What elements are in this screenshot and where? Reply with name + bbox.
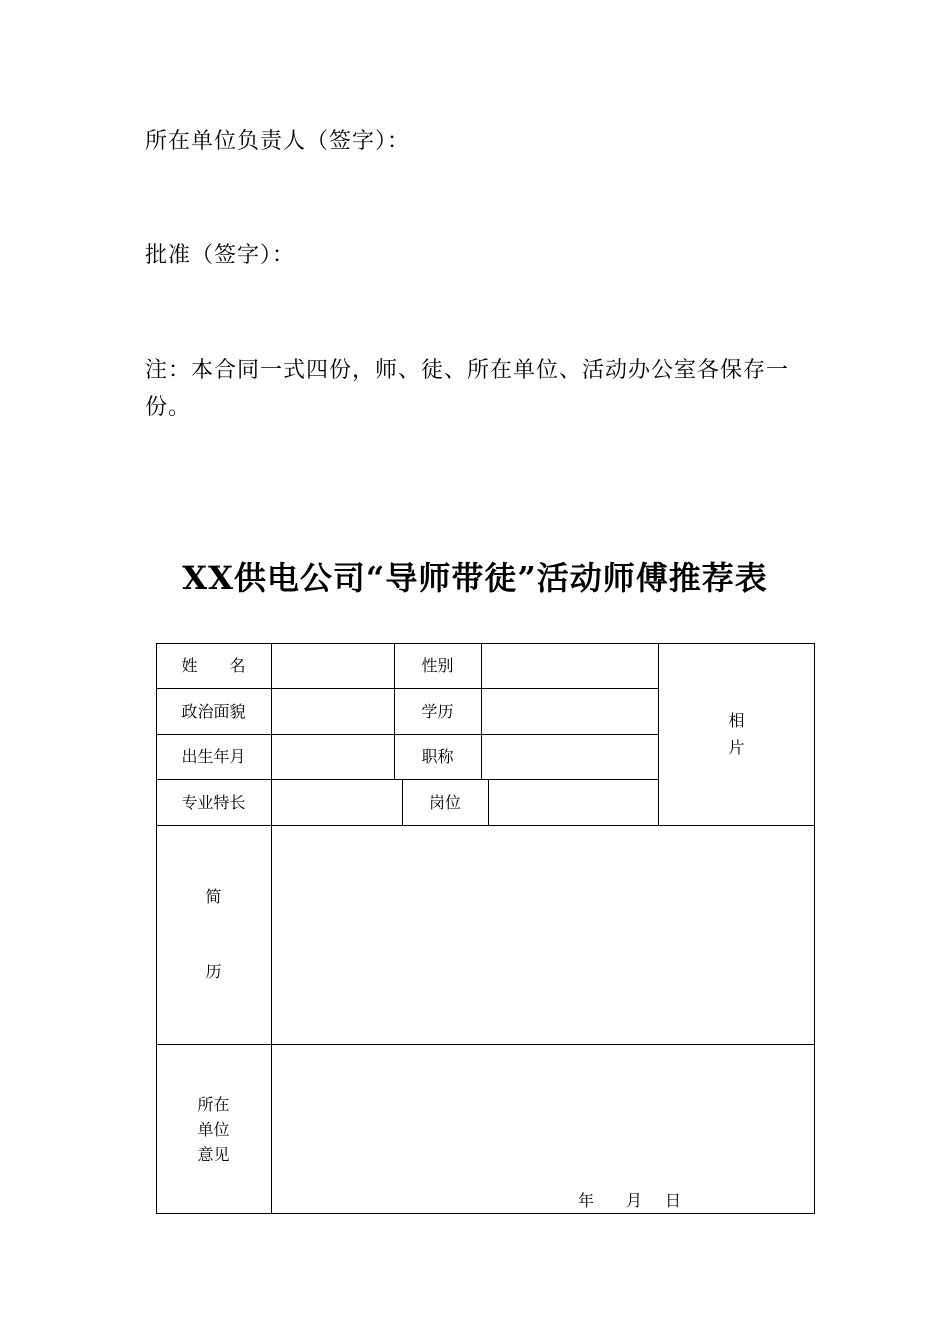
note-line-2: 份。 (145, 395, 192, 420)
photo-label-2: 片 (728, 738, 745, 757)
professional-title-label: 职称 (421, 747, 454, 766)
specialty-label: 专业特长 (181, 793, 246, 812)
education-label: 学历 (421, 702, 454, 721)
birth-date-label: 出生年月 (181, 747, 246, 766)
opinion-label-1: 所在 (197, 1095, 230, 1114)
row-divider (156, 779, 659, 780)
position-label: 岗位 (428, 793, 461, 812)
approval-signature-line: 批准（签字）： (145, 243, 296, 268)
column-divider (658, 643, 659, 825)
unit-leader-signature-line: 所在单位负责人（签字）： (145, 129, 411, 154)
month-label: 月 (626, 1191, 643, 1210)
year-label: 年 (578, 1191, 595, 1210)
gender-label: 性别 (421, 656, 454, 675)
note-line-1: 注：本合同一式四份，师、徒、所在单位、活动办公室各保存一 (145, 358, 790, 383)
resume-label-2: 历 (205, 962, 222, 981)
photo-label-1: 相 (728, 711, 745, 730)
row-divider (156, 734, 659, 735)
political-status-label: 政治面貌 (181, 702, 246, 721)
recommendation-form (156, 643, 815, 1214)
column-divider (271, 643, 272, 1214)
column-divider (481, 643, 482, 779)
row-divider (156, 688, 659, 689)
day-label: 日 (665, 1191, 682, 1210)
name-label: 姓 名 (181, 656, 246, 675)
column-divider (488, 779, 489, 825)
opinion-label-2: 单位 (197, 1120, 230, 1139)
resume-label-1: 简 (205, 887, 222, 906)
row-divider (156, 1044, 815, 1045)
row-divider (156, 825, 815, 826)
form-title: XX供电公司“导师带徒”活动师傅推荐表 (182, 559, 768, 597)
opinion-label-3: 意见 (197, 1145, 230, 1164)
